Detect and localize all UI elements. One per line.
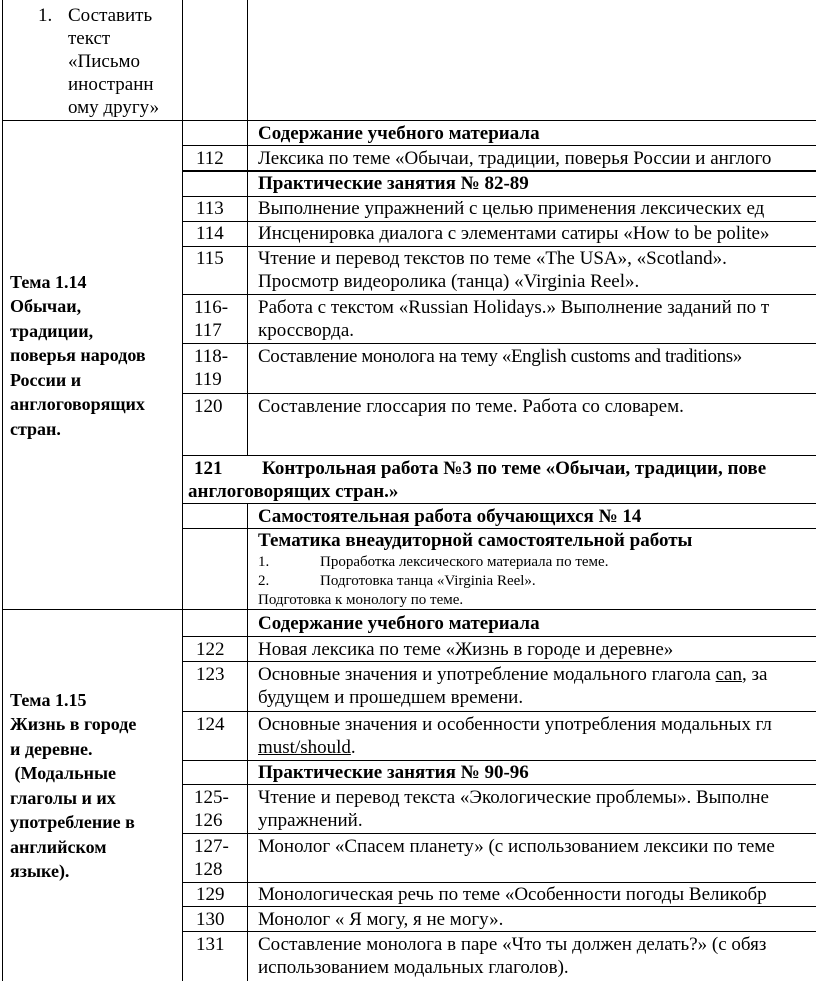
topic-title-line: языке). (10, 861, 70, 881)
row-number: 125- (194, 787, 229, 808)
row-divider (182, 711, 816, 712)
topic-title-line: Обычаи, (10, 296, 82, 316)
row-divider (182, 661, 816, 662)
practice-header: Практические занятия № 90-96 (258, 762, 529, 783)
row-text: Выполнение упражнений с целью применения лексических ед (258, 198, 765, 219)
row-text-part: , за (741, 664, 768, 685)
row-text (258, 664, 767, 686)
extracurricular-header: Тематика внеаудиторной самостоятельной работы (258, 530, 693, 551)
topic-title-line: поверья народов (10, 345, 146, 365)
row-text: Чтение и перевод текстов по теме «The USA», «Scotland». (258, 248, 727, 269)
list-item: Проработка лексического материала по теме. (320, 554, 609, 570)
practice-header: Практические занятия № 82-89 (258, 173, 529, 194)
row-text: Работа с текстом «Russian Holidays.» Выполнение заданий по т (258, 297, 770, 318)
row-divider (182, 294, 816, 295)
list-number: 1. (258, 554, 270, 570)
topic-title-line: английском (10, 837, 107, 857)
list-item: Подготовка танца «Virginia Reel». (320, 573, 536, 589)
row-text (258, 737, 356, 759)
row-number: 112 (196, 148, 224, 169)
row-divider (182, 343, 816, 344)
task-text-line: иностранн (68, 74, 154, 95)
row-number: 122 (196, 639, 225, 660)
topic-title-line: употребление в (10, 812, 135, 832)
topic-title-line: традиции, (10, 321, 94, 341)
row-text: Монологическая речь по теме «Особенности погоды Великобр (258, 884, 767, 905)
content-header: Содержание учебного материала (258, 613, 540, 634)
row-divider (182, 170, 816, 172)
list-number: 2. (258, 573, 270, 589)
row-number: 115 (196, 248, 224, 269)
self-study-header: Самостоятельная работа обучающихся № 14 (258, 506, 642, 527)
topic-title-line: и деревне. (10, 739, 93, 759)
row-text: Монолог «Спасем планету» (с использованием лексики по теме (258, 836, 775, 857)
row-divider (182, 246, 816, 247)
underlined-term: can (715, 664, 742, 685)
column-divider-number-bottom (247, 609, 248, 981)
column-divider-number-mid (247, 503, 248, 609)
row-text-part: . (350, 737, 356, 758)
list-number: 1. (38, 5, 53, 26)
task-text-line: ому другу» (68, 97, 160, 118)
row-number: 131 (196, 934, 225, 955)
task-text-line: «Письмо (68, 51, 141, 72)
row-number: 121 (194, 458, 223, 479)
row-number: 124 (196, 714, 225, 735)
row-number: 114 (196, 223, 224, 244)
topic-title-line: Тема 1.14 (10, 272, 87, 292)
row-divider (182, 760, 816, 761)
row-text: кроссворда. (258, 320, 355, 341)
row-number: 117 (194, 320, 222, 341)
row-divider (2, 120, 816, 121)
underlined-term: must/should (258, 737, 351, 758)
row-number: 118- (194, 346, 229, 367)
topic-title-line: (Модальные (10, 763, 117, 783)
row-divider (182, 906, 816, 907)
row-divider (182, 636, 816, 637)
row-number: 116- (194, 297, 229, 318)
row-number: 128 (194, 859, 223, 880)
row-divider (2, 609, 816, 610)
table-border-left (2, 0, 3, 981)
row-divider (182, 145, 816, 146)
task-text-line: Составить (68, 5, 153, 26)
row-number: 130 (196, 909, 225, 930)
row-text: Новая лексика по теме «Жизнь в городе и деревне» (258, 639, 674, 660)
topic-title-line: Тема 1.15 (10, 690, 87, 710)
test-title: англоговорящих стран.» (188, 481, 399, 502)
row-divider (182, 196, 816, 197)
row-text-part: Основные значения и употребление модального глагола (258, 664, 716, 685)
row-number: 119 (194, 369, 222, 390)
row-text: Монолог « Я могу, я не могу». (258, 909, 504, 930)
row-number: 123 (196, 664, 225, 685)
row-divider (182, 528, 816, 529)
row-number: 127- (194, 836, 229, 857)
row-text: Составление монолога на тему «English customs and traditions» (258, 346, 742, 367)
topic-title-line: глаголы и их (10, 788, 116, 808)
row-text: Чтение и перевод текста «Экологические проблемы». Выполне (258, 787, 769, 808)
row-text: Составление глоссария по теме. Работа со словарем. (258, 396, 684, 417)
row-divider (182, 455, 816, 456)
task-text-line: текст (68, 28, 111, 49)
row-divider (182, 393, 816, 394)
row-text: будущем и прошедшем времени. (258, 687, 524, 708)
row-divider (182, 784, 816, 785)
content-header: Содержание учебного материала (258, 123, 540, 144)
row-divider (182, 833, 816, 834)
row-text: упражнений. (258, 810, 363, 831)
row-divider (182, 882, 816, 883)
topic-title-line: Жизнь в городе (10, 714, 137, 734)
row-number: 129 (196, 884, 225, 905)
topic-title-line: англоговорящих (10, 394, 145, 414)
row-number: 113 (196, 198, 224, 219)
row-divider (182, 221, 816, 222)
row-text: Просмотр видеоролика (танца) «Virginia Reel». (258, 271, 640, 292)
row-divider (182, 503, 816, 504)
list-item: Подготовка к монологу по теме. (258, 592, 464, 608)
row-number: 120 (194, 396, 223, 417)
row-text: Инсценировка диалога с элементами сатиры «How to be polite» (258, 223, 770, 244)
row-text: Основные значения и особенности употребления модальных гл (258, 714, 772, 735)
row-divider (182, 931, 816, 932)
test-title: Контрольная работа №3 по теме «Обычаи, традиции, пове (262, 458, 767, 479)
row-text: использованием модальных глаголов). (258, 957, 569, 978)
topic-title-line: стран. (10, 419, 61, 439)
row-text: Составление монолога в паре «Что ты должен делать?» (с обяз (258, 934, 767, 955)
row-text: Лексика по теме «Обычаи, традиции, поверья России и англого (258, 148, 772, 169)
row-number: 126 (194, 810, 223, 831)
column-divider-number-top (247, 0, 248, 455)
topic-title-line: России и (10, 370, 82, 390)
